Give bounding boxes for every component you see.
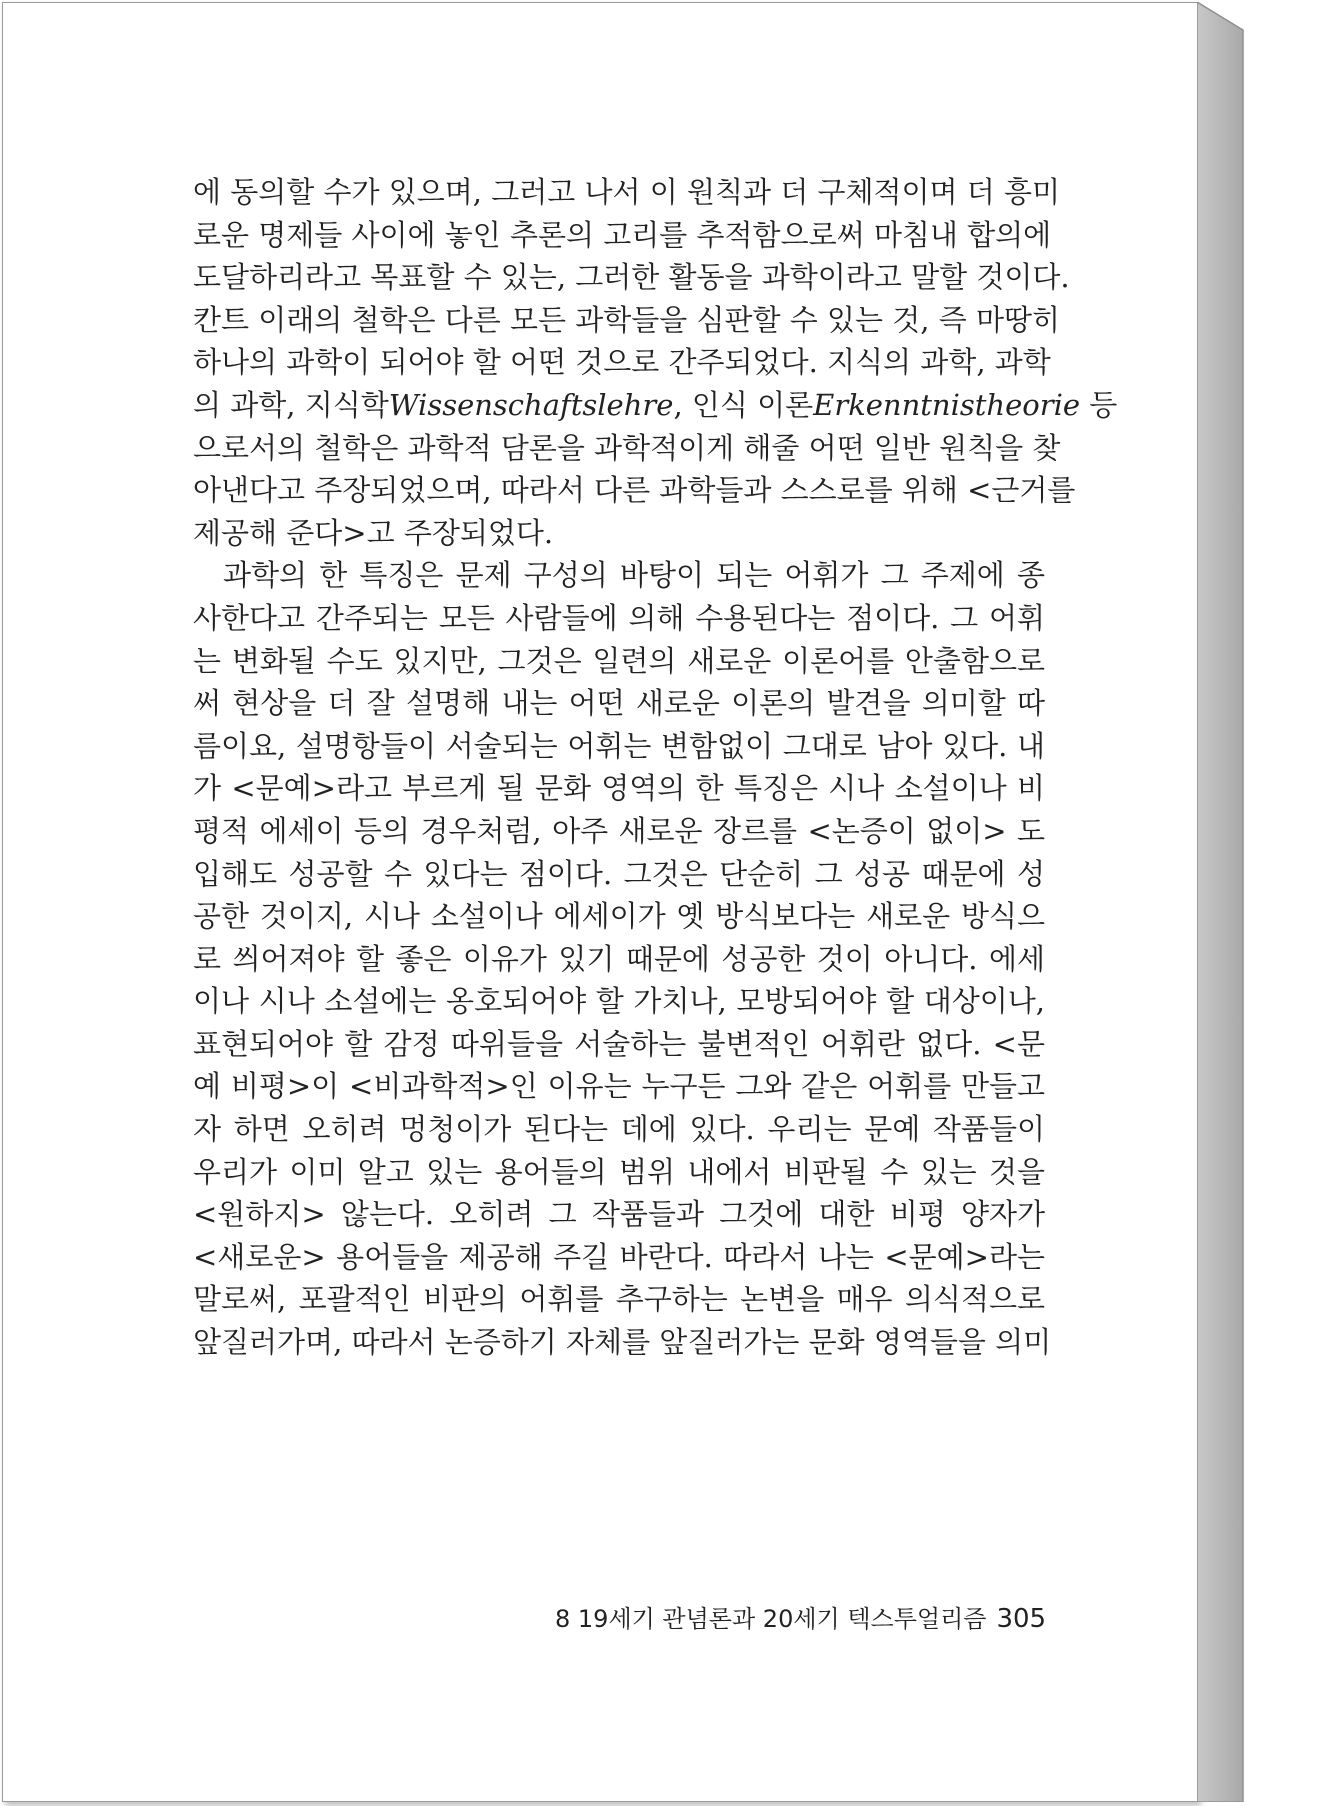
text-line: 에 동의할 수가 있으며, 그러고 나서 이 원칙과 더 구체적이며 더 흥미 (193, 175, 1060, 209)
book-spine-edge (1197, 2, 1279, 1802)
text-line: 예 비평>이 <비과학적>인 이유는 누구든 그와 같은 어휘를 만들고 (193, 1069, 1045, 1104)
text-line: 도달하리라고 목표할 수 있는, 그러한 활동을 과학이라고 말할 것이다. (193, 260, 1070, 295)
text-line: 입해도 성공할 수 있다는 점이다. 그것은 단순히 그 성공 때문에 성 (193, 856, 1045, 891)
text-line: 표현되어야 할 감정 따위들을 서술하는 불변적인 어휘란 없다. <문 (193, 1026, 1045, 1061)
text-line: 로 씌어져야 할 좋은 이유가 있기 때문에 성공한 것이 아니다. 에세 (193, 941, 1045, 976)
text-line: 이나 시나 소설에는 옹호되어야 할 가치나, 모방되어야 할 대상이나, (193, 984, 1045, 1019)
text-line-with-foreign-terms (193, 384, 1118, 427)
text-line: 칸트 이래의 철학은 다른 모든 과학들을 심판할 수 있는 것, 즉 마땅히 (193, 302, 1060, 337)
text-line: 평적 에세이 등의 경우처럼, 아주 새로운 장르를 <논증이 없이> 도 (193, 813, 1045, 848)
text-line: 우리가 이미 알고 있는 용어들의 범위 내에서 비판될 수 있는 것을 (193, 1154, 1045, 1189)
text-line: 제공해 준다>고 주장되었다. (193, 515, 554, 550)
text-line: 로운 명제들 사이에 놓인 추론의 고리를 추적함으로써 마침내 합의에 (193, 217, 1052, 252)
text-line: <새로운> 용어들을 제공해 주길 바란다. 따라서 나는 <문예>라는 (193, 1239, 1045, 1274)
text-line: 자 하면 오히려 멍청이가 된다는 데에 있다. 우리는 문예 작품들이 (193, 1112, 1045, 1147)
text-line: 써 현상을 더 잘 설명해 내는 어떤 새로운 이론의 발견을 의미할 따 (193, 686, 1045, 721)
text-line: 아낸다고 주장되었으며, 따라서 다른 과학들과 스스로를 위해 <근거를 (193, 473, 1076, 508)
running-footer (555, 1599, 1047, 1634)
chapter-title: 8 19세기 관념론과 20세기 텍스투얼리즘 (555, 1605, 987, 1633)
german-term-erkenntnistheorie: Erkenntnistheorie (813, 387, 1081, 422)
text-line: 과학의 한 특징은 문제 구성의 바탕이 되는 어휘가 그 주제에 종 (223, 558, 1045, 593)
text-line: 름이요, 설명항들이 서술되는 어휘는 변함없이 그대로 남아 있다. 내 (193, 728, 1045, 763)
text-segment: 등 (1080, 387, 1118, 422)
text-line: 으로서의 철학은 과학적 담론을 과학적이게 해줄 어떤 일반 원칙을 찾 (193, 430, 1061, 465)
text-line: 가 <문예>라고 부르게 될 문화 영역의 한 특징은 시나 소설이나 비 (193, 771, 1045, 806)
text-line: 는 변화될 수도 있지만, 그것은 일련의 새로운 이론어를 안출함으로 (193, 643, 1045, 678)
german-term-wissenschaftslehre: Wissenschaftslehre (388, 387, 674, 422)
text-line: <원하지> 않는다. 오히려 그 작품들과 그것에 대한 비평 양자가 (193, 1197, 1045, 1232)
text-line: 사한다고 간주되는 모든 사람들에 의해 수용된다는 점이다. 그 어휘 (193, 600, 1045, 635)
text-segment: , 인식 이론 (673, 387, 814, 422)
text-segment: 의 과학, 지식학 (193, 387, 389, 422)
book-page (2, 2, 1198, 1802)
text-line: 하나의 과학이 되어야 할 어떤 것으로 간주되었다. 지식의 과학, 과학 (193, 345, 1051, 380)
body-text (193, 171, 1118, 1364)
page-number: 305 (996, 1604, 1047, 1634)
text-line: 앞질러가며, 따라서 논증하기 자체를 앞질러가는 문화 영역들을 의미 (193, 1325, 1052, 1360)
text-line: 말로써, 포괄적인 비판의 어휘를 추구하는 논변을 매우 의식적으로 (193, 1282, 1045, 1317)
text-line: 공한 것이지, 시나 소설이나 에세이가 옛 방식보다는 새로운 방식으 (193, 899, 1045, 934)
